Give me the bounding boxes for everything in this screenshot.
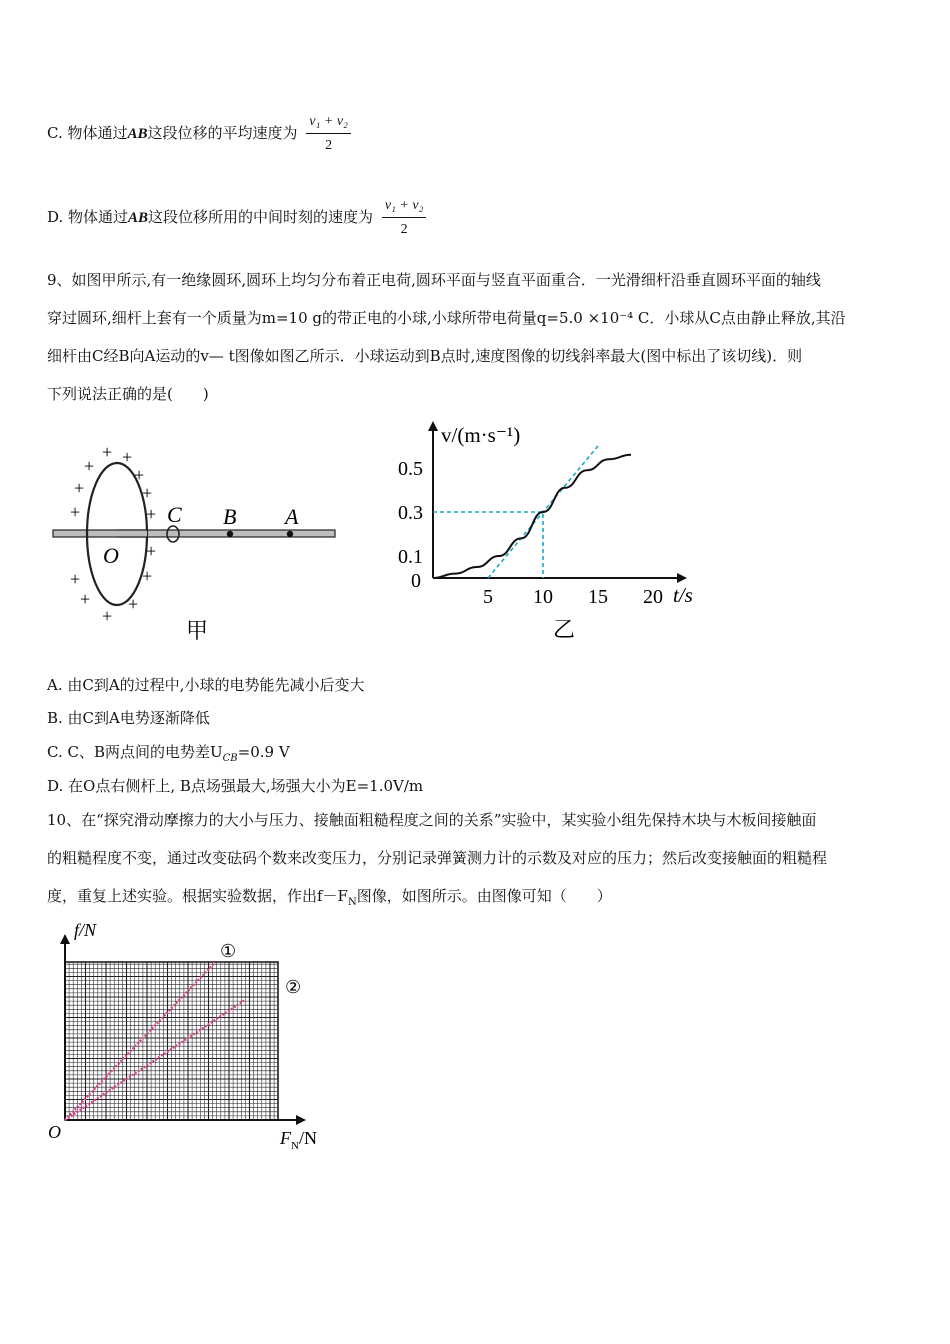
q10-line-3-tail: 图像，如图所示。由图像可知（ ） <box>356 887 612 905</box>
vt-curve <box>433 455 631 578</box>
svg-text:+: + <box>146 504 157 524</box>
vt-marks <box>433 446 631 578</box>
label-o: O <box>103 543 119 568</box>
svg-text:+: + <box>74 478 85 498</box>
q8-option-d-ab: AB <box>128 210 149 226</box>
vt-ylabel: v/(m·s⁻¹) <box>441 423 521 447</box>
q9-option-d: D. 在O点右侧杆上, B点场强最大,场强大小为E=1.0V/m <box>47 777 424 795</box>
svg-text:+: + <box>70 569 81 589</box>
q8-option-c-ab: AB <box>127 126 148 142</box>
figure-yi-vt-graph <box>385 415 705 645</box>
vt-x-tick-label: 15 <box>588 586 608 608</box>
q9-line-3: 细杆由C经B向A运动的v— t图像如图乙所示．小球运动到B点时,速度图像的切线斜率最大(图中标出了该切线)．则 <box>47 347 803 365</box>
vt-y-tick-label: 0.5 <box>398 458 423 480</box>
svg-text:+: + <box>142 483 153 503</box>
caption-yi: 乙 <box>553 617 576 642</box>
q9-option-c-text: C. C、B两点间的电势差U <box>47 743 223 761</box>
q10-stem <box>47 801 907 922</box>
vt-x-tick-label: 10 <box>533 586 553 608</box>
svg-text:+: + <box>134 465 145 485</box>
point-b <box>227 531 233 537</box>
fn-line-2-label: ② <box>285 977 302 997</box>
q9-line-2: 穿过圆环,细杆上套有一个质量为m=10 g的带正电的小球,小球所带电荷量q=5.0 ×10⁻⁴ C．小球从C点由静止释放,其沿 <box>47 309 846 327</box>
q8-option-d-suffix: 这段位移所用的中间时刻的速度为 <box>148 208 374 226</box>
svg-text:+: + <box>102 442 113 462</box>
svg-text:+: + <box>80 589 91 609</box>
q10-line-3-sub: N <box>347 897 357 908</box>
q9-option-c-tail: =0.9 V <box>237 743 290 761</box>
label-c: C <box>167 502 182 527</box>
vt-x-tick-label: 20 <box>643 586 663 608</box>
vt-y-tick-label: 0.1 <box>398 546 423 568</box>
label-b: B <box>223 504 237 529</box>
vt-guide-line <box>433 512 543 578</box>
svg-text:+: + <box>122 447 133 467</box>
vt-origin: 0 <box>411 570 421 592</box>
q10-line-3-text: 度，重复上述实验。根据实验数据，作出f－F <box>47 887 348 905</box>
q8-option-d-fraction <box>382 196 427 240</box>
q9-option-c-sub: CB <box>222 753 238 764</box>
fn-line-1-label: ① <box>220 941 237 961</box>
svg-text:+: + <box>70 502 81 522</box>
fraction-numerator: v₁ + v₂ <box>382 196 427 218</box>
fn-ylabel: f/N <box>74 920 97 940</box>
q8-option-c-prefix: C. 物体通过 <box>47 124 128 142</box>
figure-f-fn-graph <box>40 910 340 1155</box>
svg-text:+: + <box>146 541 157 561</box>
label-a: A <box>285 504 299 529</box>
vt-y-tick-label: 0.3 <box>398 502 423 524</box>
fn-xlabel: $F_N/N$ <box>280 1128 317 1152</box>
q8-option-c-fraction <box>306 112 351 156</box>
fraction-denominator: 2 <box>400 222 408 237</box>
vt-x-tick-label: 5 <box>483 586 493 608</box>
q9-option-b: B. 由C到A电势逐渐降低 <box>47 709 210 727</box>
svg-text:+: + <box>84 456 95 476</box>
caption-jia: 甲 <box>186 618 209 643</box>
vt-ticks <box>398 458 663 608</box>
q9-option-c <box>47 741 290 770</box>
q10-line-2: 的粗糙程度不变，通过改变砝码个数来改变压力，分别记录弹簧测力计的示数及对应的压力；然后改变接触面的粗糙程 <box>47 849 828 867</box>
point-a <box>287 531 293 537</box>
q9-line-1: 9、如图甲所示,有一绝缘圆环,圆环上均匀分布着正电荷,圆环平面与竖直平面重合．一光滑细杆沿垂直圆环平面的轴线 <box>47 271 821 289</box>
fn-origin: O <box>48 1122 61 1142</box>
figure-jia-ring <box>40 430 350 650</box>
fraction-numerator: v₁ + v₂ <box>306 112 351 134</box>
fn-grid <box>65 962 278 1120</box>
q9-option-a: A. 由C到A的过程中,小球的电势能先减小后变大 <box>47 676 365 694</box>
q8-option-c <box>47 112 351 156</box>
q8-option-c-suffix: 这段位移的平均速度为 <box>147 124 298 142</box>
svg-text:+: + <box>128 594 139 614</box>
fraction-denominator: 2 <box>325 138 333 153</box>
svg-text:+: + <box>142 566 153 586</box>
q9-stem <box>47 261 907 413</box>
q8-option-d <box>47 196 426 240</box>
vt-xlabel: t/s <box>673 583 693 607</box>
q9-line-4: 下列说法正确的是( ) <box>47 385 209 403</box>
svg-text:+: + <box>102 606 113 626</box>
q10-line-1: 10、在“探究滑动摩擦力的大小与压力、接触面粗糙程度之间的关系”实验中，某实验小组先保持木块与木板间接触面 <box>47 811 817 829</box>
q8-option-d-prefix: D. 物体通过 <box>47 208 129 226</box>
